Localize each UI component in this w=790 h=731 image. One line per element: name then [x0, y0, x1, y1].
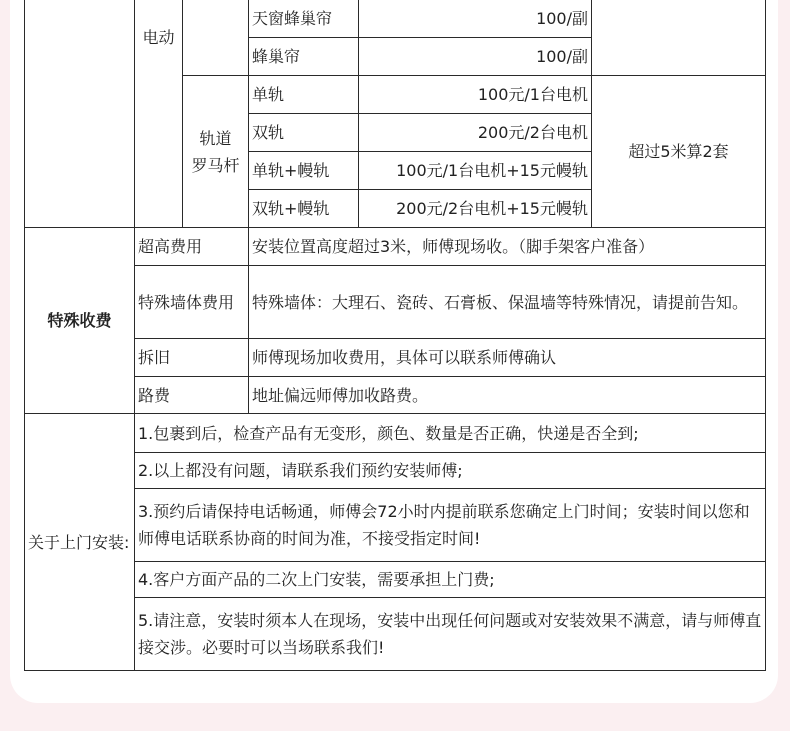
install-fee-table: [24, 0, 766, 671]
fee-desc: 师傅现场加收费用，具体可以联系师傅确认: [248, 338, 766, 377]
fee-desc: 安装位置高度超过3米，师傅现场收。（脚手架客户准备）: [248, 227, 766, 266]
electric-type-cell: [182, 0, 249, 76]
item-name: 双轨+幔轨: [248, 189, 359, 228]
electric-note-cell: [591, 0, 766, 76]
onsite-note: 5.请注意，安装时须本人在现场，安装中出现任何问题或对安装效果不满意，请与师傅直接交涉。必要时可以当场联系我们!: [134, 597, 766, 671]
fee-desc: 特殊墙体：大理石、瓷砖、石膏板、保温墙等特殊情况，请提前告知。: [248, 265, 766, 339]
rail-label: [182, 75, 249, 228]
onsite-note: 1.包裹到后，检查产品有无变形，颜色、数量是否正确，快递是否全到;: [134, 413, 766, 453]
fee-name: 路费: [134, 376, 249, 414]
onsite-note: 4.客户方面产品的二次上门安装，需要承担上门费;: [134, 561, 766, 598]
item-price: 200元/2台电机+15元幔轨: [358, 189, 592, 228]
electric-label: 电动: [134, 0, 183, 76]
item-price: 100元/1台电机: [358, 75, 592, 114]
electric-sub-cell: [134, 75, 183, 228]
item-price: 200元/2台电机: [358, 113, 592, 152]
onsite-note: 3.预约后请保持电话畅通，师傅会72小时内提前联系您确定上门时间；安装时间以您和师傅电话联系协商的时间为准，不接受指定时间!: [134, 488, 766, 562]
rail-label-text: 轨道 罗马杆: [191, 128, 240, 175]
fee-name: 特殊墙体费用: [134, 265, 249, 339]
item-name: 单轨+幔轨: [248, 151, 359, 190]
item-price: 100元/1台电机+15元幔轨: [358, 151, 592, 190]
fee-name: 超高费用: [134, 227, 249, 266]
section-blank-cell: [24, 0, 135, 228]
onsite-install-title: 关于上门安装:: [24, 413, 135, 671]
item-name: 双轨: [248, 113, 359, 152]
fee-desc: 地址偏远师傅加收路费。: [248, 376, 766, 414]
item-name: 天窗蜂巢帘: [248, 0, 359, 38]
item-price: 100/副: [358, 37, 592, 76]
rail-note: 超过5米算2套: [591, 75, 766, 228]
item-price: 100/副: [358, 0, 592, 38]
special-fees-title: 特殊收费: [24, 227, 135, 414]
fee-name: 拆旧: [134, 338, 249, 377]
item-name: 单轨: [248, 75, 359, 114]
item-name: 蜂巢帘: [248, 37, 359, 76]
onsite-note: 2.以上都没有问题，请联系我们预约安装师傅;: [134, 452, 766, 489]
